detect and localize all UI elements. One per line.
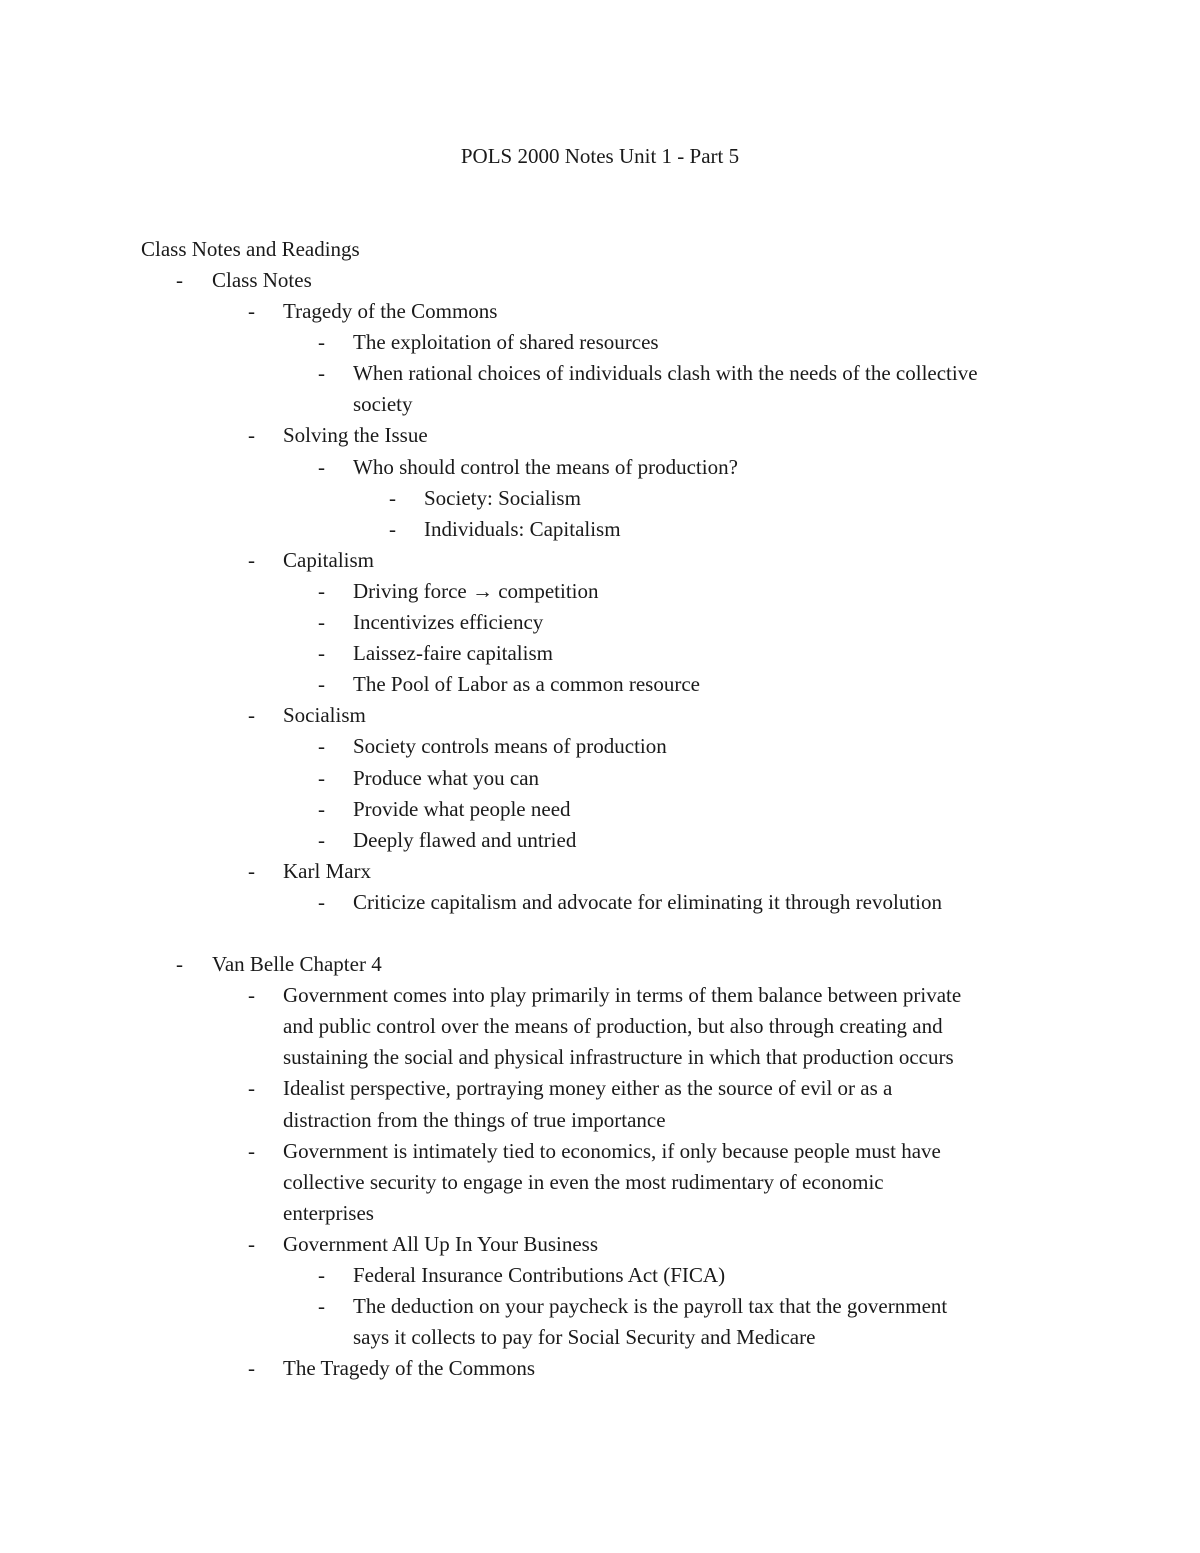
bullet-dash: - — [248, 1076, 255, 1101]
list-item — [0, 296, 1200, 327]
bullet-dash: - — [318, 361, 325, 386]
blank-line — [0, 918, 1200, 949]
list-item — [0, 887, 1200, 918]
list-item-continuation — [0, 1322, 1200, 1353]
bullet-dash: - — [318, 1294, 325, 1319]
list-item — [0, 1353, 1200, 1384]
list-item-text: Criticize capitalism and advocate for eliminating it through revolution — [353, 889, 942, 914]
bullet-dash: - — [389, 485, 396, 510]
list-item-continuation — [0, 389, 1200, 420]
list-item-text: Government All Up In Your Business — [283, 1231, 599, 1256]
list-item — [0, 327, 1200, 358]
list-item-text: distraction from the things of true importance — [283, 1107, 666, 1132]
list-item — [0, 514, 1200, 545]
list-item-continuation — [0, 1167, 1200, 1198]
list-item-continuation — [0, 1105, 1200, 1136]
list-item — [0, 825, 1200, 856]
list-item-text: and public control over the means of production, but also through creating and — [283, 1014, 943, 1039]
bullet-dash: - — [248, 1231, 255, 1256]
notes-outline — [0, 265, 1200, 1384]
list-item — [0, 576, 1200, 607]
list-item-text: Society controls means of production — [353, 734, 667, 759]
list-item-text: sustaining the social and physical infrastructure in which that production occurs — [283, 1045, 954, 1070]
list-item-text: The deduction on your paycheck is the payroll tax that the government — [353, 1294, 948, 1319]
list-item-text: Individuals: Capitalism — [424, 516, 621, 541]
bullet-dash: - — [176, 952, 183, 977]
list-item — [0, 452, 1200, 483]
list-item-text: The Pool of Labor as a common resource — [353, 672, 700, 697]
bullet-dash: - — [318, 672, 325, 697]
list-item-text: Capitalism — [283, 547, 374, 572]
list-item — [0, 1291, 1200, 1322]
list-item-text: Who should control the means of production? — [353, 454, 738, 479]
list-item-text: Government is intimately tied to economics, if only because people must have — [283, 1138, 941, 1163]
list-item-text: Provide what people need — [353, 796, 571, 821]
list-item-text: Idealist perspective, portraying money either as the source of evil or as a — [283, 1076, 893, 1101]
bullet-dash: - — [318, 610, 325, 635]
bullet-dash: - — [318, 765, 325, 790]
list-item-text: Van Belle Chapter 4 — [212, 952, 382, 977]
list-item-continuation — [0, 1011, 1200, 1042]
list-item-text: enterprises — [283, 1200, 374, 1225]
list-item — [0, 980, 1200, 1011]
list-item-continuation — [0, 1042, 1200, 1073]
list-item — [0, 483, 1200, 514]
bullet-dash: - — [248, 1356, 255, 1381]
bullet-dash: - — [318, 734, 325, 759]
list-item — [0, 794, 1200, 825]
list-item-text: The exploitation of shared resources — [353, 330, 659, 355]
list-item-text: Class Notes — [212, 268, 312, 292]
section-heading: Class Notes and Readings — [141, 237, 360, 261]
list-item — [0, 265, 1200, 296]
bullet-dash: - — [176, 268, 183, 292]
page-title: POLS 2000 Notes Unit 1 - Part 5 — [460, 144, 740, 168]
list-item-text: Federal Insurance Contributions Act (FICA) — [353, 1263, 726, 1287]
bullet-dash: - — [318, 796, 325, 821]
list-item-text: Socialism — [283, 703, 366, 728]
list-item — [0, 607, 1200, 638]
bullet-dash: - — [318, 1263, 325, 1287]
bullet-dash: - — [318, 641, 325, 666]
list-item — [0, 638, 1200, 669]
bullet-dash: - — [248, 1138, 255, 1163]
bullet-dash: - — [248, 547, 255, 572]
list-item-text: Deeply flawed and untried — [353, 827, 577, 852]
list-item-text: Driving force → competition — [353, 578, 599, 603]
bullet-dash: - — [318, 889, 325, 914]
list-item — [0, 856, 1200, 887]
list-item-text: Produce what you can — [353, 765, 540, 790]
bullet-dash: - — [389, 516, 396, 541]
bullet-dash: - — [318, 330, 325, 355]
list-item — [0, 700, 1200, 731]
bullet-dash: - — [248, 299, 255, 324]
list-item — [0, 1229, 1200, 1260]
list-item — [0, 1073, 1200, 1104]
list-item — [0, 763, 1200, 794]
list-item-text: Laissez-faire capitalism — [353, 641, 553, 666]
bullet-dash: - — [248, 983, 255, 1008]
list-item — [0, 358, 1200, 389]
list-item-text: Society: Socialism — [424, 485, 581, 510]
list-item-text: collective security to engage in even the most rudimentary of economic — [283, 1169, 884, 1194]
list-item-text: Tragedy of the Commons — [283, 299, 498, 324]
bullet-dash: - — [248, 423, 255, 448]
list-item-text: The Tragedy of the Commons — [283, 1356, 535, 1381]
list-item-text: says it collects to pay for Social Security and Medicare — [353, 1325, 816, 1350]
list-item — [0, 545, 1200, 576]
list-item — [0, 731, 1200, 762]
list-item-text: society — [353, 392, 413, 417]
list-item — [0, 1136, 1200, 1167]
bullet-dash: - — [248, 703, 255, 728]
list-item-text: Solving the Issue — [283, 423, 428, 448]
bullet-dash: - — [318, 454, 325, 479]
list-item-text: When rational choices of individuals clash with the needs of the collective — [353, 361, 978, 386]
bullet-dash: - — [248, 858, 255, 883]
list-item — [0, 420, 1200, 451]
list-item — [0, 949, 1200, 980]
bullet-dash: - — [318, 827, 325, 852]
list-item-text: Karl Marx — [283, 858, 372, 883]
list-item-text: Government comes into play primarily in terms of them balance between private — [283, 983, 962, 1008]
list-item-text: Incentivizes efficiency — [353, 610, 544, 635]
list-item — [0, 1260, 1200, 1291]
bullet-dash: - — [318, 578, 325, 603]
list-item — [0, 669, 1200, 700]
list-item-continuation — [0, 1198, 1200, 1229]
